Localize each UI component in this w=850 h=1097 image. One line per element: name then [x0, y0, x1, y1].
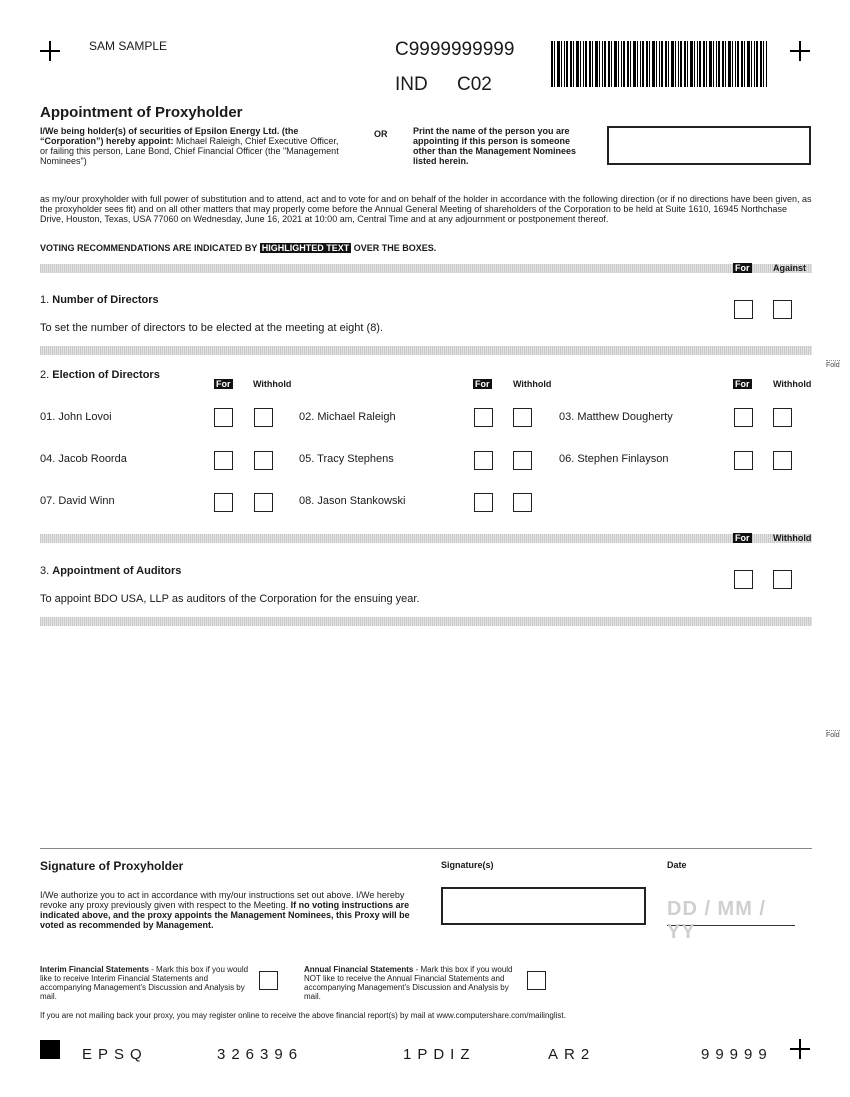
resolution-2-title	[40, 369, 160, 381]
section-band	[40, 617, 812, 626]
date-label: Date	[667, 860, 687, 870]
annual-financials-checkbox[interactable]	[527, 971, 546, 990]
candidate-withhold-checkbox[interactable]	[773, 408, 792, 427]
appointment-holder-text	[40, 126, 340, 166]
for-heading: For	[735, 533, 750, 543]
holder-text-rest: Michael Raleigh, Chief Executive Officer, or failing this person, Lane Bond, Chief Financial Officer (the "Management Nominees")	[40, 136, 339, 166]
print-name-instructions: Print the name of the person you are appointing if this person is someone other than the Management Nominees listed herein.	[413, 126, 577, 166]
candidate-for-checkbox[interactable]	[734, 451, 753, 470]
mailing-list-note: If you are not mailing back your proxy, you may register online to receive the above financial report(s) by mail at www.computershare.com/mailinglist.	[40, 1011, 566, 1020]
candidate-for-checkbox[interactable]	[474, 408, 493, 427]
orientation-square-icon	[40, 1040, 60, 1059]
interim-title: Interim Financial Statements	[40, 965, 149, 974]
candidate-name: 03. Matthew Dougherty	[559, 411, 673, 423]
candidate-for-checkbox[interactable]	[734, 408, 753, 427]
resolution-3-title	[40, 565, 181, 577]
resolution-2-number: 2.	[40, 369, 50, 381]
candidate-withhold-checkbox[interactable]	[254, 451, 273, 470]
signature-label: Signature(s)	[441, 860, 494, 870]
date-input[interactable]: DD / MM / YY	[667, 898, 795, 926]
for-heading: For	[475, 379, 490, 389]
ind-label: IND	[395, 74, 428, 95]
footer-code: EPSQ	[82, 1046, 148, 1063]
appointment-body: as my/our proxyholder with full power of substitution and to attend, act and to vote for and on behalf of the holder in accordance with the following direction (or if no directions have been given, as the proxyholder sees fit) and on all other matters that may properly come before the Annual General Meeting of shareholders of the Corporation to be held at Suite 1610, 16945 Northchase Drive, Houston, Texas, USA 77060 on Wednesday, June 16, 2021 at 10:00 am, Central Time and at any adjournment or postponement thereof.	[40, 194, 812, 224]
signature-input[interactable]	[441, 887, 646, 925]
candidate-name: 02. Michael Raleigh	[299, 411, 396, 423]
candidate-withhold-checkbox[interactable]	[513, 493, 532, 512]
annual-description: - Mark this box if you would NOT like to receive the Annual Financial Statements and accompanying Management's Discussion and Analysis by mail.	[304, 965, 513, 1001]
voting-recommendation	[40, 243, 436, 253]
resolution-1-number: 1.	[40, 294, 50, 306]
resolution-1-against-checkbox[interactable]	[773, 300, 792, 319]
registration-mark-icon	[790, 41, 810, 61]
barcode	[551, 41, 767, 87]
rec-before: VOTING RECOMMENDATIONS ARE INDICATED BY	[40, 243, 258, 253]
section-band	[40, 346, 812, 355]
candidate-for-checkbox[interactable]	[214, 451, 233, 470]
withhold-heading: Withhold	[253, 379, 292, 389]
or-label: OR	[374, 129, 388, 139]
fold-mark: Fold	[826, 732, 840, 739]
resolution-3-name: Appointment of Auditors	[52, 565, 182, 577]
candidate-name: 05. Tracy Stephens	[299, 453, 394, 465]
for-heading: For	[735, 379, 750, 389]
control-number: C9999999999	[395, 39, 515, 60]
divider	[40, 848, 812, 849]
resolution-3-description: To appoint BDO USA, LLP as auditors of the Corporation for the ensuing year.	[40, 593, 420, 605]
resolution-1-for-checkbox[interactable]	[734, 300, 753, 319]
signature-title: Signature of Proxyholder	[40, 859, 184, 873]
resolution-3-number: 3.	[40, 565, 50, 577]
rec-after: OVER THE BOXES.	[353, 243, 437, 253]
footer-code: 99999	[701, 1046, 773, 1063]
proxyholder-name-input[interactable]	[607, 126, 811, 165]
for-heading: For	[735, 263, 750, 273]
authorization-text-bold: If no voting instructions are indicated above, and the proxy appoints the Management Nominees, this Proxy will be voted as recommended by Management.	[40, 900, 410, 930]
signature-authorization	[40, 890, 418, 930]
against-heading: Against	[773, 263, 807, 273]
fold-mark: Fold	[826, 362, 840, 369]
section-band	[40, 264, 812, 273]
interim-financials-text	[40, 965, 252, 1001]
for-heading: For	[216, 379, 231, 389]
rec-highlight: HIGHLIGHTED TEXT	[261, 243, 350, 253]
authorization-text: I/We authorize you to act in accordance with my/our instructions set out above. I/We hereby revoke any proxy previously given with respect to the Meeting.	[40, 890, 405, 910]
resolution-2-name: Election of Directors	[52, 369, 160, 381]
candidate-withhold-checkbox[interactable]	[773, 451, 792, 470]
footer-code: 326396	[217, 1046, 304, 1063]
candidate-for-checkbox[interactable]	[214, 408, 233, 427]
candidate-name: 08. Jason Stankowski	[299, 495, 406, 507]
code-label: C02	[457, 74, 492, 95]
resolution-1-description: To set the number of directors to be elected at the meeting at eight (8).	[40, 322, 384, 334]
candidate-for-checkbox[interactable]	[474, 451, 493, 470]
candidate-withhold-checkbox[interactable]	[513, 451, 532, 470]
resolution-3-for-checkbox[interactable]	[734, 570, 753, 589]
annual-title: Annual Financial Statements	[304, 965, 414, 974]
candidate-for-checkbox[interactable]	[214, 493, 233, 512]
candidate-name: 04. Jacob Roorda	[40, 453, 127, 465]
candidate-withhold-checkbox[interactable]	[513, 408, 532, 427]
candidate-name: 06. Stephen Finlayson	[559, 453, 669, 465]
withhold-heading: Withhold	[773, 379, 812, 389]
candidate-for-checkbox[interactable]	[474, 493, 493, 512]
candidate-withhold-checkbox[interactable]	[254, 493, 273, 512]
resolution-1-title	[40, 294, 159, 306]
candidate-withhold-checkbox[interactable]	[254, 408, 273, 427]
candidate-name: 01. John Lovoi	[40, 411, 112, 423]
candidate-name: 07. David Winn	[40, 495, 115, 507]
section-band	[40, 534, 812, 543]
registration-mark-icon	[40, 41, 60, 61]
withhold-heading: Withhold	[513, 379, 552, 389]
footer-code: AR2	[548, 1046, 596, 1063]
registration-mark-icon	[790, 1039, 810, 1059]
holder-name: SAM SAMPLE	[89, 39, 168, 53]
annual-financials-text	[304, 965, 516, 1001]
appointment-title: Appointment of Proxyholder	[40, 104, 243, 121]
withhold-heading: Withhold	[773, 533, 812, 543]
interim-financials-checkbox[interactable]	[259, 971, 278, 990]
footer-code: 1PDIZ	[403, 1046, 476, 1063]
interim-description: - Mark this box if you would like to receive Interim Financial Statements and accompanying Management's Discussion and Analysis by mail.	[40, 965, 249, 1001]
holder-text-bold: I/We being holder(s) of securities of Epsilon Energy Ltd. (the “Corporation”) hereby appoint:	[40, 126, 299, 146]
resolution-1-name: Number of Directors	[52, 294, 159, 306]
resolution-3-withhold-checkbox[interactable]	[773, 570, 792, 589]
